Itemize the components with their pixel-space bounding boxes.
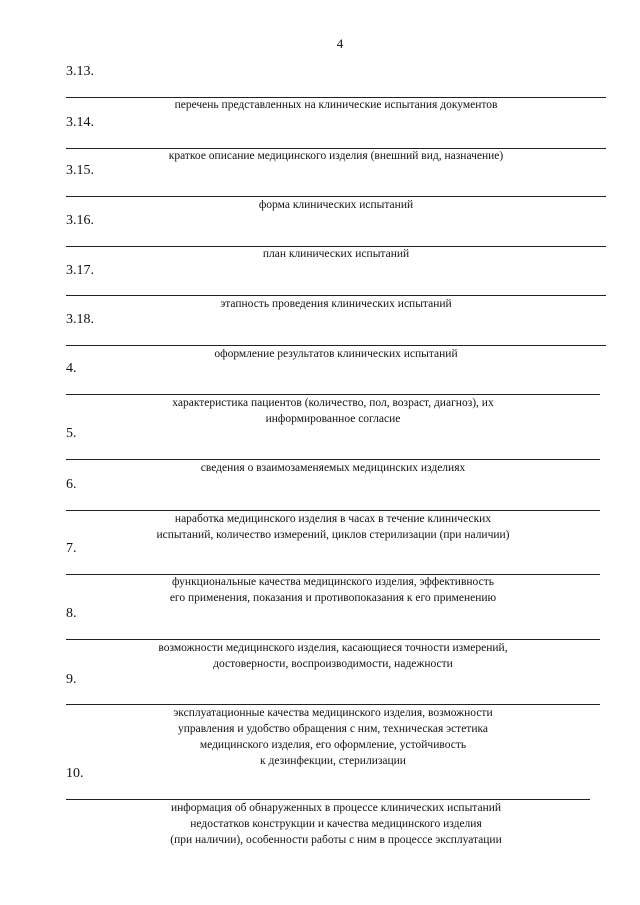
caption-line: перечень представленных на клинические испытания документов — [174, 99, 498, 111]
item-caption — [66, 148, 606, 164]
caption-line: форма клинических испытаний — [258, 199, 414, 211]
item-number: 7. — [66, 541, 77, 556]
item-number: 3.13. — [66, 64, 94, 79]
item-number: 3.15. — [66, 163, 94, 178]
caption-line: информированное согласие — [265, 413, 401, 425]
caption-line: информация об обнаруженных в процессе клинических испытаний — [170, 802, 502, 814]
item-number: 6. — [66, 477, 77, 492]
item-caption — [66, 197, 606, 213]
caption-line: эксплуатационные качества медицинского изделия, возможности — [173, 707, 493, 719]
item-caption — [66, 800, 606, 848]
caption-line: недостатков конструкции и качества медицинского изделия — [190, 818, 482, 830]
caption-line: этапность проведения клинических испытаний — [220, 298, 452, 310]
caption-line: испытаний, количество измерений, циклов стерилизации (при наличии) — [156, 529, 510, 541]
caption-line: возможности медицинского изделия, касающиеся точности измерений, — [158, 642, 508, 654]
caption-line: наработка медицинского изделия в часах в течение клинических — [174, 513, 492, 525]
item-caption — [66, 246, 606, 262]
caption-line: краткое описание медицинского изделия (внешний вид, назначение) — [168, 150, 504, 162]
caption-line: его применения, показания и противопоказания к его применению — [169, 592, 497, 604]
item-caption — [66, 97, 606, 113]
item-number: 4. — [66, 361, 77, 376]
caption-line: функциональные качества медицинского изделия, эффективность — [172, 576, 494, 588]
caption-line: оформление результатов клинических испытаний — [214, 348, 458, 360]
caption-line: управления и удобство обращения с ним, техническая эстетика — [177, 723, 489, 735]
item-number: 3.16. — [66, 213, 94, 228]
item-number: 3.18. — [66, 312, 94, 327]
caption-line: план клинических испытаний — [262, 248, 410, 260]
caption-line: характеристика пациентов (количество, пол, возраст, диагноз), их — [172, 397, 494, 409]
item-caption — [66, 640, 600, 672]
caption-line: достоверности, воспроизводимости, надежности — [213, 658, 453, 670]
page-number: 4 — [336, 36, 344, 51]
caption-line: медицинского изделия, его оформление, устойчивость — [199, 739, 467, 751]
item-caption — [66, 346, 606, 362]
item-number: 3.14. — [66, 115, 94, 130]
item-caption — [66, 511, 600, 543]
item-number: 5. — [66, 426, 77, 441]
item-number: 8. — [66, 606, 77, 621]
item-caption — [66, 705, 600, 769]
caption-line: сведения о взаимозаменяемых медицинских изделиях — [200, 462, 466, 474]
item-caption — [66, 395, 600, 427]
caption-line: (при наличии), особенности работы с ним в процессе эксплуатации — [170, 834, 502, 846]
item-caption — [66, 296, 606, 312]
item-number: 10. — [66, 766, 84, 781]
caption-line: к дезинфекции, стерилизации — [260, 755, 406, 767]
item-caption — [66, 574, 600, 606]
item-number: 3.17. — [66, 263, 94, 278]
item-caption — [66, 460, 600, 476]
item-number: 9. — [66, 672, 77, 687]
